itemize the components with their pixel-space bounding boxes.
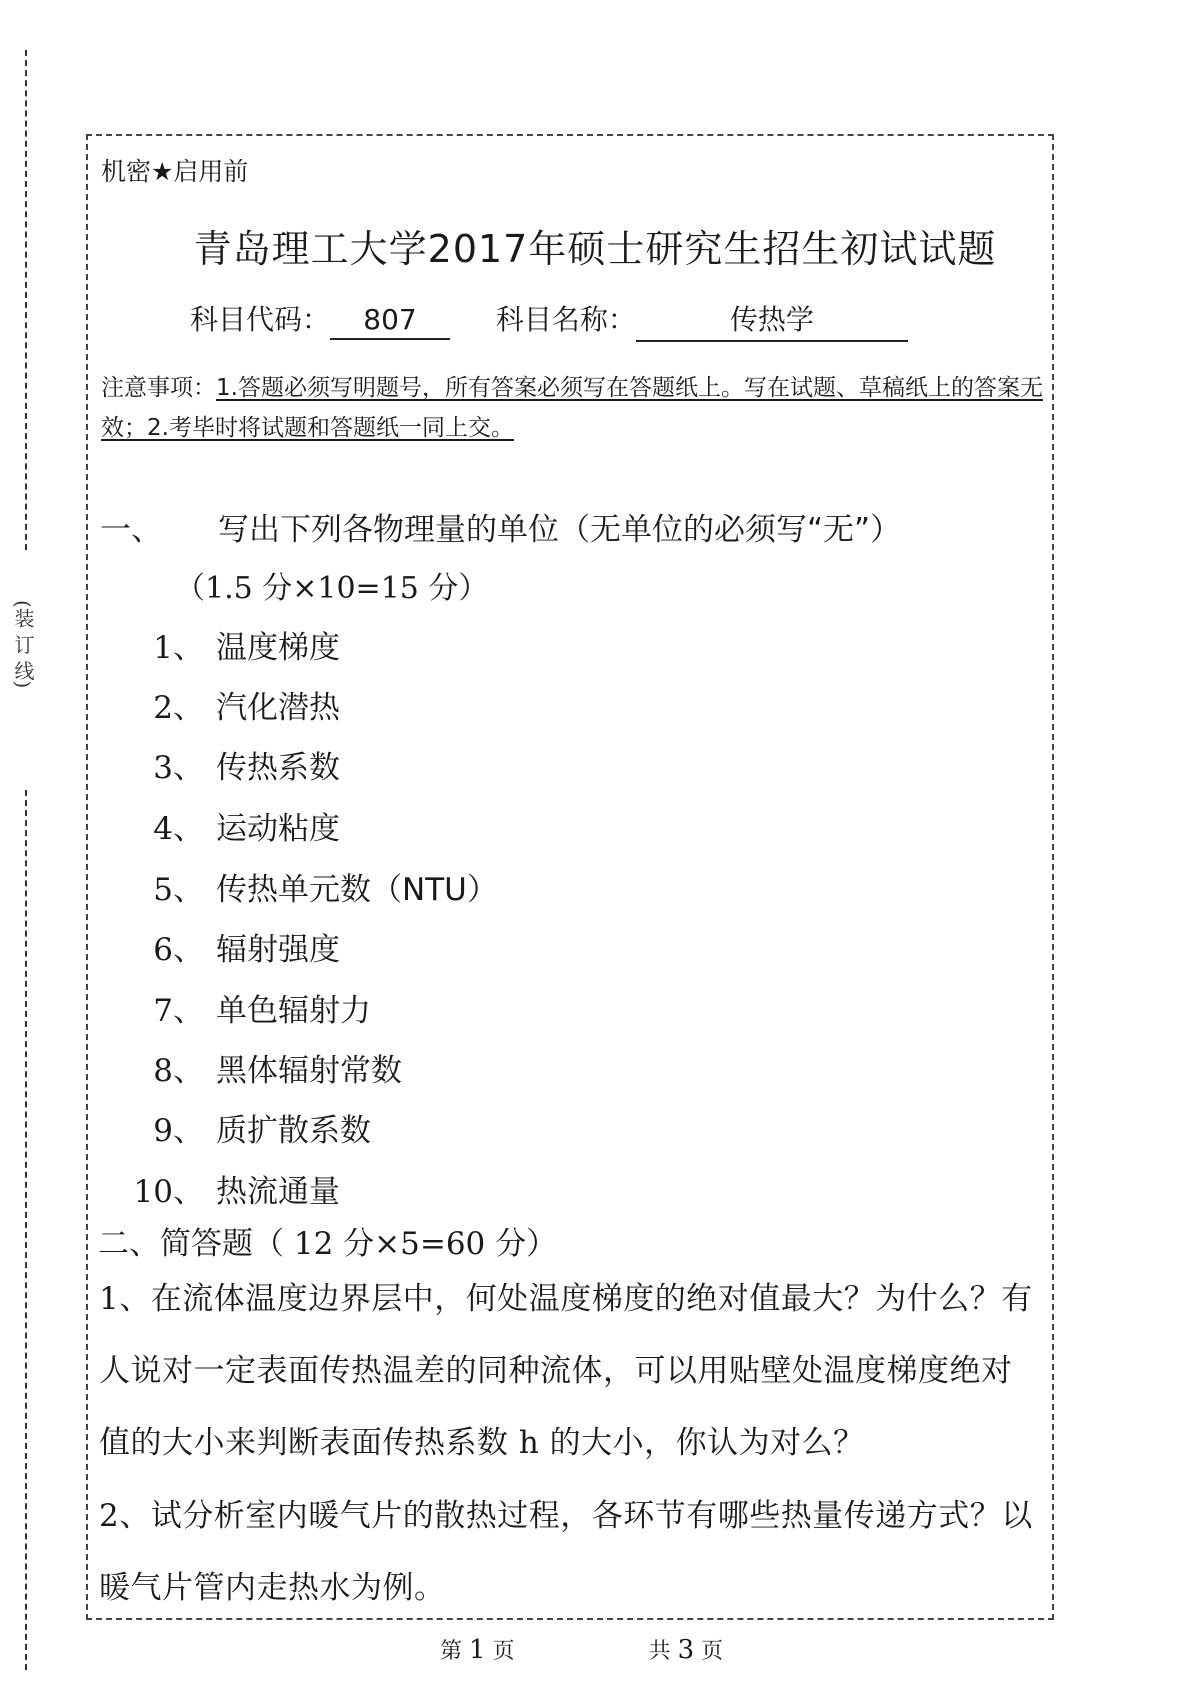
item-term: 热流通量 <box>216 1174 340 1210</box>
list-item <box>130 682 340 727</box>
section1-number: 一、 <box>100 512 162 548</box>
list-item <box>130 622 340 667</box>
question1-line: 值的大小来判断表面传热系数 h 的大小，你认为对么？ <box>99 1425 865 1461</box>
binding-label: (装 订 线) <box>11 600 35 689</box>
page-prefix: 第 <box>440 1639 463 1664</box>
item-term: 运动粘度 <box>216 811 340 847</box>
item-term: 黑体辐射常数 <box>216 1053 402 1089</box>
list-item <box>130 985 371 1030</box>
total-prefix: 共 <box>648 1639 671 1664</box>
item-term: 质扩散系数 <box>216 1113 371 1149</box>
list-item <box>130 803 340 848</box>
subject-name: 传热学 <box>636 298 908 342</box>
item-number: 8、 <box>153 1053 204 1089</box>
question2-line: 2、试分析室内暖气片的散热过程，各环节有哪些热量传递方式？以 <box>99 1498 1033 1534</box>
section1-score: （1.5 分×10=15 分） <box>175 571 489 606</box>
list-item <box>130 1045 402 1090</box>
page-footer <box>440 1634 723 1665</box>
list-item <box>130 742 340 787</box>
item-number: 2、 <box>153 690 204 726</box>
item-number: 7、 <box>153 993 204 1029</box>
item-term: 传热系数 <box>216 750 340 786</box>
item-term: 温度梯度 <box>216 630 340 666</box>
notice <box>101 368 1051 448</box>
exam-title: 青岛理工大学2017年硕士研究生招生初试试题 <box>193 227 997 271</box>
item-term: 汽化潜热 <box>216 690 340 726</box>
subject-name-label: 科目名称： <box>495 303 636 336</box>
item-number: 3、 <box>153 750 204 786</box>
item-number: 5、 <box>153 872 204 908</box>
question2-line: 暖气片管内走热水为例。 <box>99 1570 446 1606</box>
item-number: 10、 <box>133 1174 204 1210</box>
notice-text: 1.答题必须写明题号，所有答案必须写在答题纸上。写在试题、草稿纸上的答案无效；2.考毕时将试题和答题纸一同上交。 <box>101 375 1043 441</box>
binding-line-bottom <box>25 790 27 1670</box>
subject-row <box>190 298 908 342</box>
item-term: 辐射强度 <box>216 932 340 968</box>
binding-line-top <box>25 50 27 550</box>
notice-label: 注意事项： <box>101 375 216 401</box>
question1-line: 人说对一定表面传热温差的同种流体，可以用贴壁处温度梯度绝对 <box>99 1353 1013 1389</box>
subject-code-label: 科目代码： <box>190 303 331 336</box>
subject-code: 807 <box>330 303 450 340</box>
item-term: 传热单元数（NTU） <box>216 872 498 908</box>
item-term: 单色辐射力 <box>216 993 371 1029</box>
section1-heading <box>100 504 901 549</box>
secret-label: 机密★启用前 <box>101 157 249 186</box>
item-number: 6、 <box>153 932 204 968</box>
item-number: 1、 <box>153 630 204 666</box>
list-item <box>130 864 498 909</box>
list-item <box>130 1105 371 1150</box>
total-pages: 3 <box>677 1635 695 1665</box>
page-number: 1 <box>469 1635 486 1665</box>
section1-title: 写出下列各物理量的单位（无单位的必须写“无”） <box>218 512 902 548</box>
section2-heading: 二、简答题（ 12 分×5=60 分） <box>98 1226 558 1262</box>
list-item <box>130 924 340 969</box>
page-suffix: 页 <box>492 1639 515 1664</box>
list-item <box>130 1166 340 1211</box>
item-number: 9、 <box>153 1113 204 1149</box>
total-suffix: 页 <box>701 1639 724 1664</box>
item-number: 4、 <box>153 811 204 847</box>
question1-line: 1、在流体温度边界层中，何处温度梯度的绝对值最大？为什么？有 <box>99 1281 1033 1317</box>
